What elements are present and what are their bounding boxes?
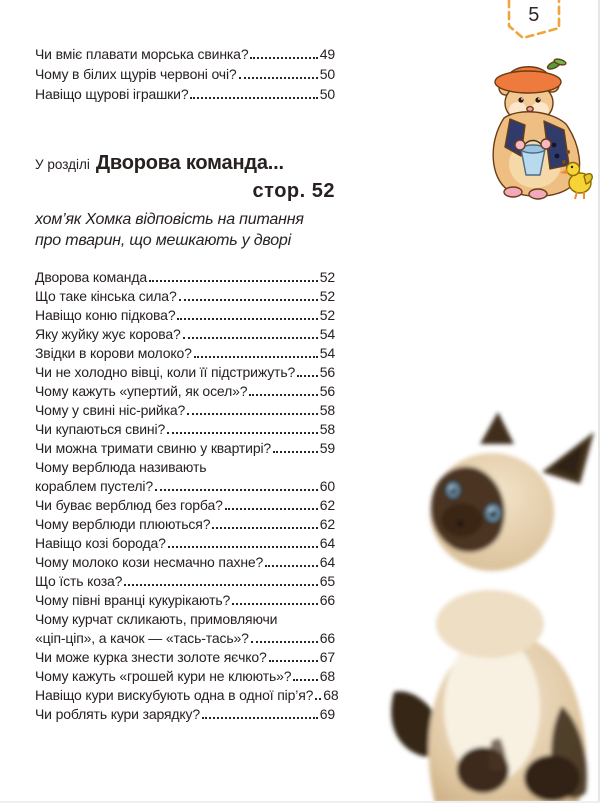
toc-entry-page: 62	[319, 497, 335, 513]
toc-entry-label: Чому верблюди плюються?	[35, 516, 211, 532]
toc-entry	[35, 64, 335, 84]
dot-leader	[269, 660, 318, 662]
toc-entry	[35, 84, 335, 104]
section-description-line1: хом’як Хомка відповість на питання	[35, 211, 304, 228]
toc-entry-label: кораблем пустелі?	[35, 478, 154, 494]
toc-entry-label: Навіщо кури вискубують одна в одної пір’я?	[35, 687, 314, 703]
toc-entry	[35, 306, 335, 325]
toc-entry-page: 50	[319, 86, 335, 102]
page-number: 5	[528, 4, 540, 26]
dot-leader	[250, 57, 317, 59]
toc-entry-page: 49	[319, 46, 335, 62]
toc-entry-label: Що їсть коза?	[35, 573, 123, 589]
dot-leader	[249, 394, 317, 396]
toc-entry	[35, 401, 335, 420]
toc-entry-label: Чому в білих щурів червоні очі?	[35, 66, 237, 82]
toc-entry	[35, 439, 335, 458]
toc-entry	[35, 572, 335, 591]
toc-entry-page: 62	[319, 516, 335, 532]
toc-entry-page: 69	[319, 706, 335, 722]
toc-entry-page: 67	[319, 649, 335, 665]
dot-leader	[124, 584, 317, 586]
toc-entry-page: 59	[319, 440, 335, 456]
toc-entry	[35, 268, 335, 287]
toc-entry-label: Дворова команда	[35, 269, 147, 285]
toc-entry-label: Чому кажуть «упертий, як осел»?	[35, 383, 248, 399]
toc-entry-label: Чому півні вранці кукурікають?	[35, 592, 231, 608]
dot-leader	[177, 318, 317, 320]
toc-entry	[35, 325, 335, 344]
toc-entry-label: Чому молоко кози несмачно пахне?	[35, 554, 264, 570]
toc-entry	[35, 344, 335, 363]
toc-entry-label: Чи роблять кури зарядку?	[35, 706, 201, 722]
toc-entry-page: 65	[319, 573, 335, 589]
dot-leader	[155, 489, 318, 491]
toc-entry	[35, 667, 335, 686]
section-header	[35, 150, 335, 251]
toc-entry	[35, 553, 335, 572]
toc-entry-label: Навіщо щурові іграшки?	[35, 86, 189, 102]
toc-entry-label: Що таке кінська сила?	[35, 288, 177, 304]
hamster-illustration	[480, 52, 598, 200]
section-description-line2: про тварин, що мешкають у дворі	[35, 232, 291, 249]
dot-leader	[190, 97, 317, 99]
toc-entry	[35, 515, 335, 534]
dot-leader	[273, 451, 318, 453]
dot-leader	[167, 432, 318, 434]
toc-entry	[35, 686, 339, 705]
toc-entry-page: 54	[319, 326, 335, 342]
toc-entry-label: Звідки в корови молоко?	[35, 345, 192, 361]
toc-entry	[35, 287, 335, 306]
toc-entry-label: Чому кажуть «грошей кури не клюють»?	[35, 668, 292, 684]
toc-entry-label: Чи може курка знести золоте яєчко?	[35, 649, 267, 665]
toc-entry-label: Чи можна тримати свиню у квартирі?	[35, 440, 272, 456]
toc-entry-page: 52	[319, 307, 335, 323]
toc-entry-label: Чому курчат скликають, примовляючи	[35, 611, 278, 627]
toc-entry-page: 66	[319, 592, 335, 608]
dot-leader	[168, 546, 318, 548]
toc-entry-page: 64	[319, 554, 335, 570]
toc-main-section	[35, 268, 339, 724]
toc-entry-page: 54	[319, 345, 335, 361]
toc-entry-page: 66	[319, 630, 335, 646]
section-title-line	[35, 150, 335, 178]
toc-entry-label: Чи не холодно вівці, коли її підстрижуть?	[35, 364, 296, 380]
toc-entry	[35, 591, 335, 610]
toc-entry-label: Навіщо козі борода?	[35, 535, 166, 551]
toc-entry	[35, 382, 335, 401]
toc-entry	[35, 705, 335, 724]
toc-entry	[35, 496, 335, 515]
section-description	[35, 209, 335, 251]
toc-entry-label: «ціп-ціп», а качок — «тась-тась»?	[35, 630, 249, 646]
toc-entry	[35, 458, 335, 477]
toc-entry-label: Яку жуйку жує корова?	[35, 326, 181, 342]
toc-entry-label: Чому верблюда називають	[35, 459, 207, 475]
toc-previous-section	[35, 44, 335, 104]
dot-leader	[212, 527, 317, 529]
toc-entry-label: Навіщо коню підкова?	[35, 307, 176, 323]
toc-entry-page: 68	[323, 687, 339, 703]
toc-entry-page: 58	[319, 421, 335, 437]
toc-entry-page: 58	[319, 402, 335, 418]
toc-entry	[35, 648, 335, 667]
toc-entry-label: Чи купаються свині?	[35, 421, 166, 437]
toc-entry-label: Чи вміє плавати морська свинка?	[35, 46, 249, 62]
dot-leader	[194, 356, 318, 358]
toc-entry-page: 56	[319, 364, 335, 380]
toc-entry	[35, 420, 335, 439]
dot-leader	[179, 299, 318, 301]
toc-entry-label: Чому у свині ніс-рийка?	[35, 402, 186, 418]
toc-entry	[35, 363, 335, 382]
toc-entry-page: 56	[319, 383, 335, 399]
toc-entry-page: 60	[319, 478, 335, 494]
toc-entry	[35, 44, 335, 64]
toc-entry-page: 52	[319, 269, 335, 285]
dot-leader	[202, 717, 318, 719]
toc-entry	[35, 477, 335, 496]
dot-leader	[297, 375, 318, 377]
dot-leader	[293, 679, 317, 681]
dot-leader	[225, 508, 318, 510]
dot-leader	[239, 77, 318, 79]
toc-entry	[35, 610, 335, 629]
dot-leader	[149, 280, 318, 282]
dot-leader	[232, 603, 318, 605]
dot-leader	[187, 413, 318, 415]
toc-entry	[35, 629, 335, 648]
toc-entry-label: Чи буває верблюд без горба?	[35, 497, 223, 513]
toc-entry-page: 68	[319, 668, 335, 684]
dot-leader	[251, 641, 318, 643]
section-title: Дворова команда...	[95, 152, 284, 174]
dot-leader	[315, 698, 321, 700]
toc-entry-page: 64	[319, 535, 335, 551]
page-number-banner	[505, 0, 563, 44]
section-page-label: стор. 52	[252, 180, 335, 202]
toc-entry-page: 50	[319, 66, 335, 82]
dot-leader	[265, 565, 318, 567]
toc-entry-page: 52	[319, 288, 335, 304]
dot-leader	[183, 337, 318, 339]
toc-entry	[35, 534, 335, 553]
section-prefix: У розділі	[35, 157, 90, 172]
kitten-photo	[380, 410, 600, 803]
